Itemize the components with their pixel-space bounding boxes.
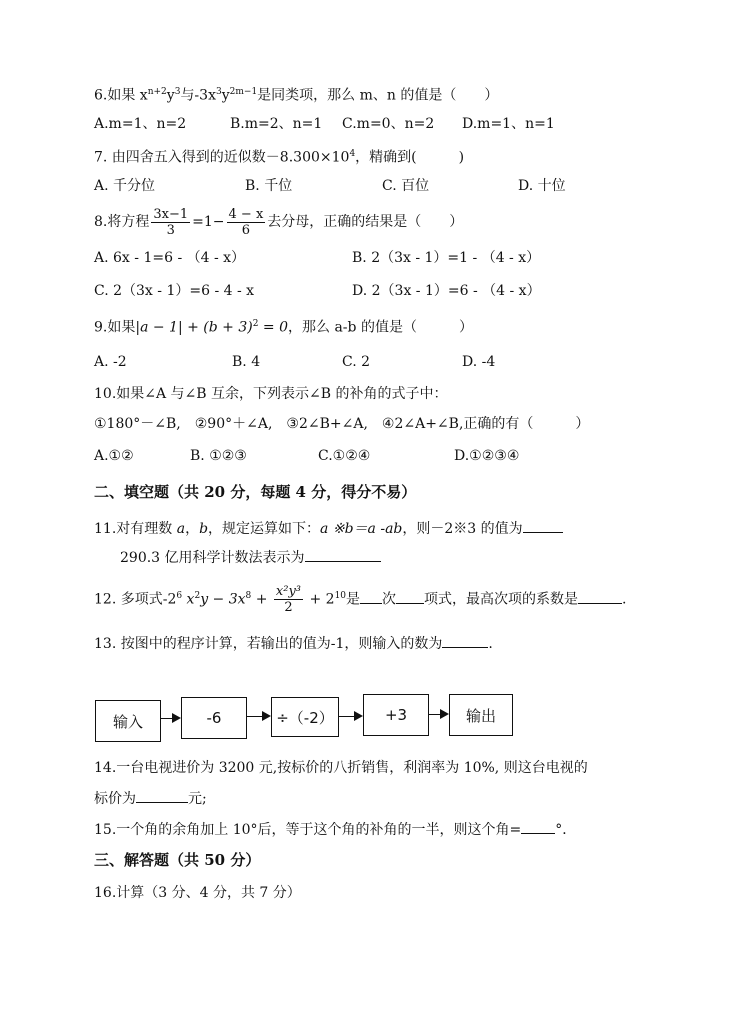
q6-option-a: A.m=1、n=2 [94, 116, 187, 132]
q15-answer-blank [521, 819, 555, 834]
flow-box-minus-6: -6 [181, 697, 247, 739]
q11-text: ，规定运算如下： [208, 521, 321, 537]
q11-text: ，则－2※3 的值为 [402, 521, 523, 537]
question-7 [94, 144, 464, 168]
fraction-numerator: x²y³ [275, 584, 302, 600]
q13-text: 13. 按图中的程序计算，若输出的值为-1，则输入的数为 [94, 636, 443, 652]
q6-text: 与-3x [180, 87, 216, 104]
arrow-icon [161, 718, 179, 719]
q12-text: . [622, 591, 627, 608]
q12-blank-degree [360, 589, 382, 604]
q9-expression: = 0 [258, 319, 289, 336]
q8-fraction-2 [227, 207, 266, 238]
q6-text: 是同类项，那么 m、n 的值是（ ） [257, 87, 499, 104]
q12-blank-coefficient [578, 589, 622, 604]
arrow-icon [339, 716, 361, 717]
flow-box-plus-3: +3 [363, 694, 429, 736]
q7-exponent: 4 [349, 149, 356, 159]
q10-option-d: D.①②③④ [454, 448, 520, 464]
q8-option-d: D. 2（3x - 1）=6 - （4 - x） [352, 283, 541, 299]
q11-answer-blank-2 [305, 547, 381, 562]
q9-expression: |a − 1| + (b + 3) [135, 319, 253, 336]
q12-fraction [274, 584, 303, 615]
q12-exponent: 6 [176, 591, 183, 601]
question-11-line-2 [120, 547, 381, 568]
q13-text: . [488, 636, 493, 652]
flow-box-output: 输出 [449, 694, 513, 736]
q6-text: 6.如果 x [94, 87, 148, 104]
q9-option-d: D. -4 [462, 354, 496, 370]
q9-option-c: C. 2 [342, 354, 371, 370]
q8-text: 8.将方程 [94, 214, 150, 230]
q11-text: ， [185, 521, 200, 537]
q7-option-b: B. 千位 [245, 178, 293, 194]
q6-exponent: 3 [215, 87, 222, 97]
q10-option-c: C.①②④ [318, 448, 371, 464]
section-2-heading: 二、填空题（共 20 分，每题 4 分，得分不易） [94, 483, 417, 501]
flow-box-input: 输入 [95, 700, 161, 742]
q8-option-a: A. 6x - 1=6 - （4 - x） [94, 250, 246, 266]
question-14: 14.一台电视进价为 3200 元,按标价的八折销售，利润率为 10%, 则这台电视的 [94, 760, 588, 776]
q11-rule: a ※b＝a -ab [320, 521, 403, 537]
q9-exponent: 2 [252, 319, 259, 329]
q12-exponent: 2 [194, 591, 201, 601]
q8-text: 去分母，正确的结果是（ ） [267, 214, 464, 230]
q12-blank-terms [396, 589, 424, 604]
q12-text: 次 [382, 591, 397, 608]
q12-text: 12. 多项式-2 [94, 591, 177, 608]
question-10: 10.如果∠A 与∠B 互余，下列表示∠B 的补角的式子中： [94, 386, 448, 402]
q10-option-a: A.①② [94, 448, 134, 464]
question-11 [94, 518, 563, 539]
q6-option-c: C.m=0、n=2 [342, 116, 435, 132]
question-8 [94, 206, 463, 238]
q7-option-c: C. 百位 [382, 178, 430, 194]
q12-expression: x [182, 591, 195, 608]
q11-answer-blank [523, 518, 563, 533]
q9-option-b: B. 4 [232, 354, 261, 370]
q14-text: 元; [188, 791, 207, 807]
fraction-denominator: 3 [166, 222, 175, 238]
q12-exponent: 8 [245, 591, 252, 601]
q8-option-b: B. 2（3x - 1）=1 - （4 - x） [352, 250, 541, 266]
question-9 [94, 314, 473, 338]
q7-text: 7. 由四舍五入得到的近似数－8.300×10 [94, 149, 350, 166]
q12-expression: y − 3x [200, 591, 246, 608]
q11-variable: b [199, 521, 209, 537]
question-16: 16.计算（3 分、4 分，共 7 分） [94, 885, 301, 901]
question-14-line-2 [94, 788, 207, 809]
q6-option-b: B.m=2、n=1 [230, 116, 323, 132]
q11-text: 290.3 亿用科学计数法表示为 [120, 550, 305, 566]
question-12 [94, 578, 626, 618]
q6-exponent: 3 [174, 87, 181, 97]
flow-box-divide-neg-2: ÷（-2） [271, 697, 339, 737]
q7-text: ，精确到( ) [355, 149, 465, 166]
q8-option-c: C. 2（3x - 1）=6 - 4 - x [94, 283, 255, 299]
q14-answer-blank [136, 788, 188, 803]
fraction-numerator: 3x−1 [153, 206, 189, 222]
fraction-numerator: 4 − x [228, 206, 264, 222]
q7-option-d: D. 十位 [518, 178, 566, 194]
q13-answer-blank [442, 633, 488, 648]
q15-text: 15.一个角的余角加上 10°后，等于这个角的补角的一半，则这个角= [94, 822, 522, 838]
q6-text: y [166, 87, 175, 104]
q6-option-d: D.m=1、n=1 [462, 116, 555, 132]
question-6 [94, 82, 498, 106]
fraction-denominator: 6 [241, 222, 251, 238]
question-15 [94, 819, 576, 840]
question-10-items: ①180°－∠B, ②90°＋∠A, ③2∠B+∠A, ④2∠A+∠B,正确的有（ ） [94, 416, 590, 432]
q15-text: °． [555, 822, 577, 838]
q6-text: y [221, 87, 230, 104]
arrow-icon [429, 714, 447, 715]
q6-exponent: 2m−1 [229, 87, 258, 97]
q6-exponent: n+2 [147, 87, 167, 97]
q9-option-a: A. -2 [94, 354, 127, 370]
q10-option-b: B. ①②③ [190, 448, 247, 464]
q9-text: ，那么 a-b 的值是（ ） [288, 319, 473, 336]
section-3-heading: 三、解答题（共 50 分） [94, 851, 261, 869]
q12-expression: + [251, 591, 272, 608]
q12-exponent: 10 [334, 591, 347, 601]
q7-option-a: A. 千分位 [94, 178, 156, 194]
q12-expression: + 2 [305, 591, 335, 608]
q9-text: 9.如果 [94, 319, 136, 336]
q8-text: =1− [192, 214, 225, 230]
q12-text: 是 [346, 591, 361, 608]
arrow-icon [247, 716, 269, 717]
q12-text: 项式，最高次项的系数是 [424, 591, 579, 608]
fraction-denominator: 2 [284, 600, 293, 616]
question-13 [94, 633, 493, 654]
q8-fraction-1 [151, 207, 190, 238]
q14-text: 标价为 [94, 791, 136, 807]
q11-text: 11.对有理数 [94, 521, 177, 537]
q11-variable: a [176, 521, 186, 537]
